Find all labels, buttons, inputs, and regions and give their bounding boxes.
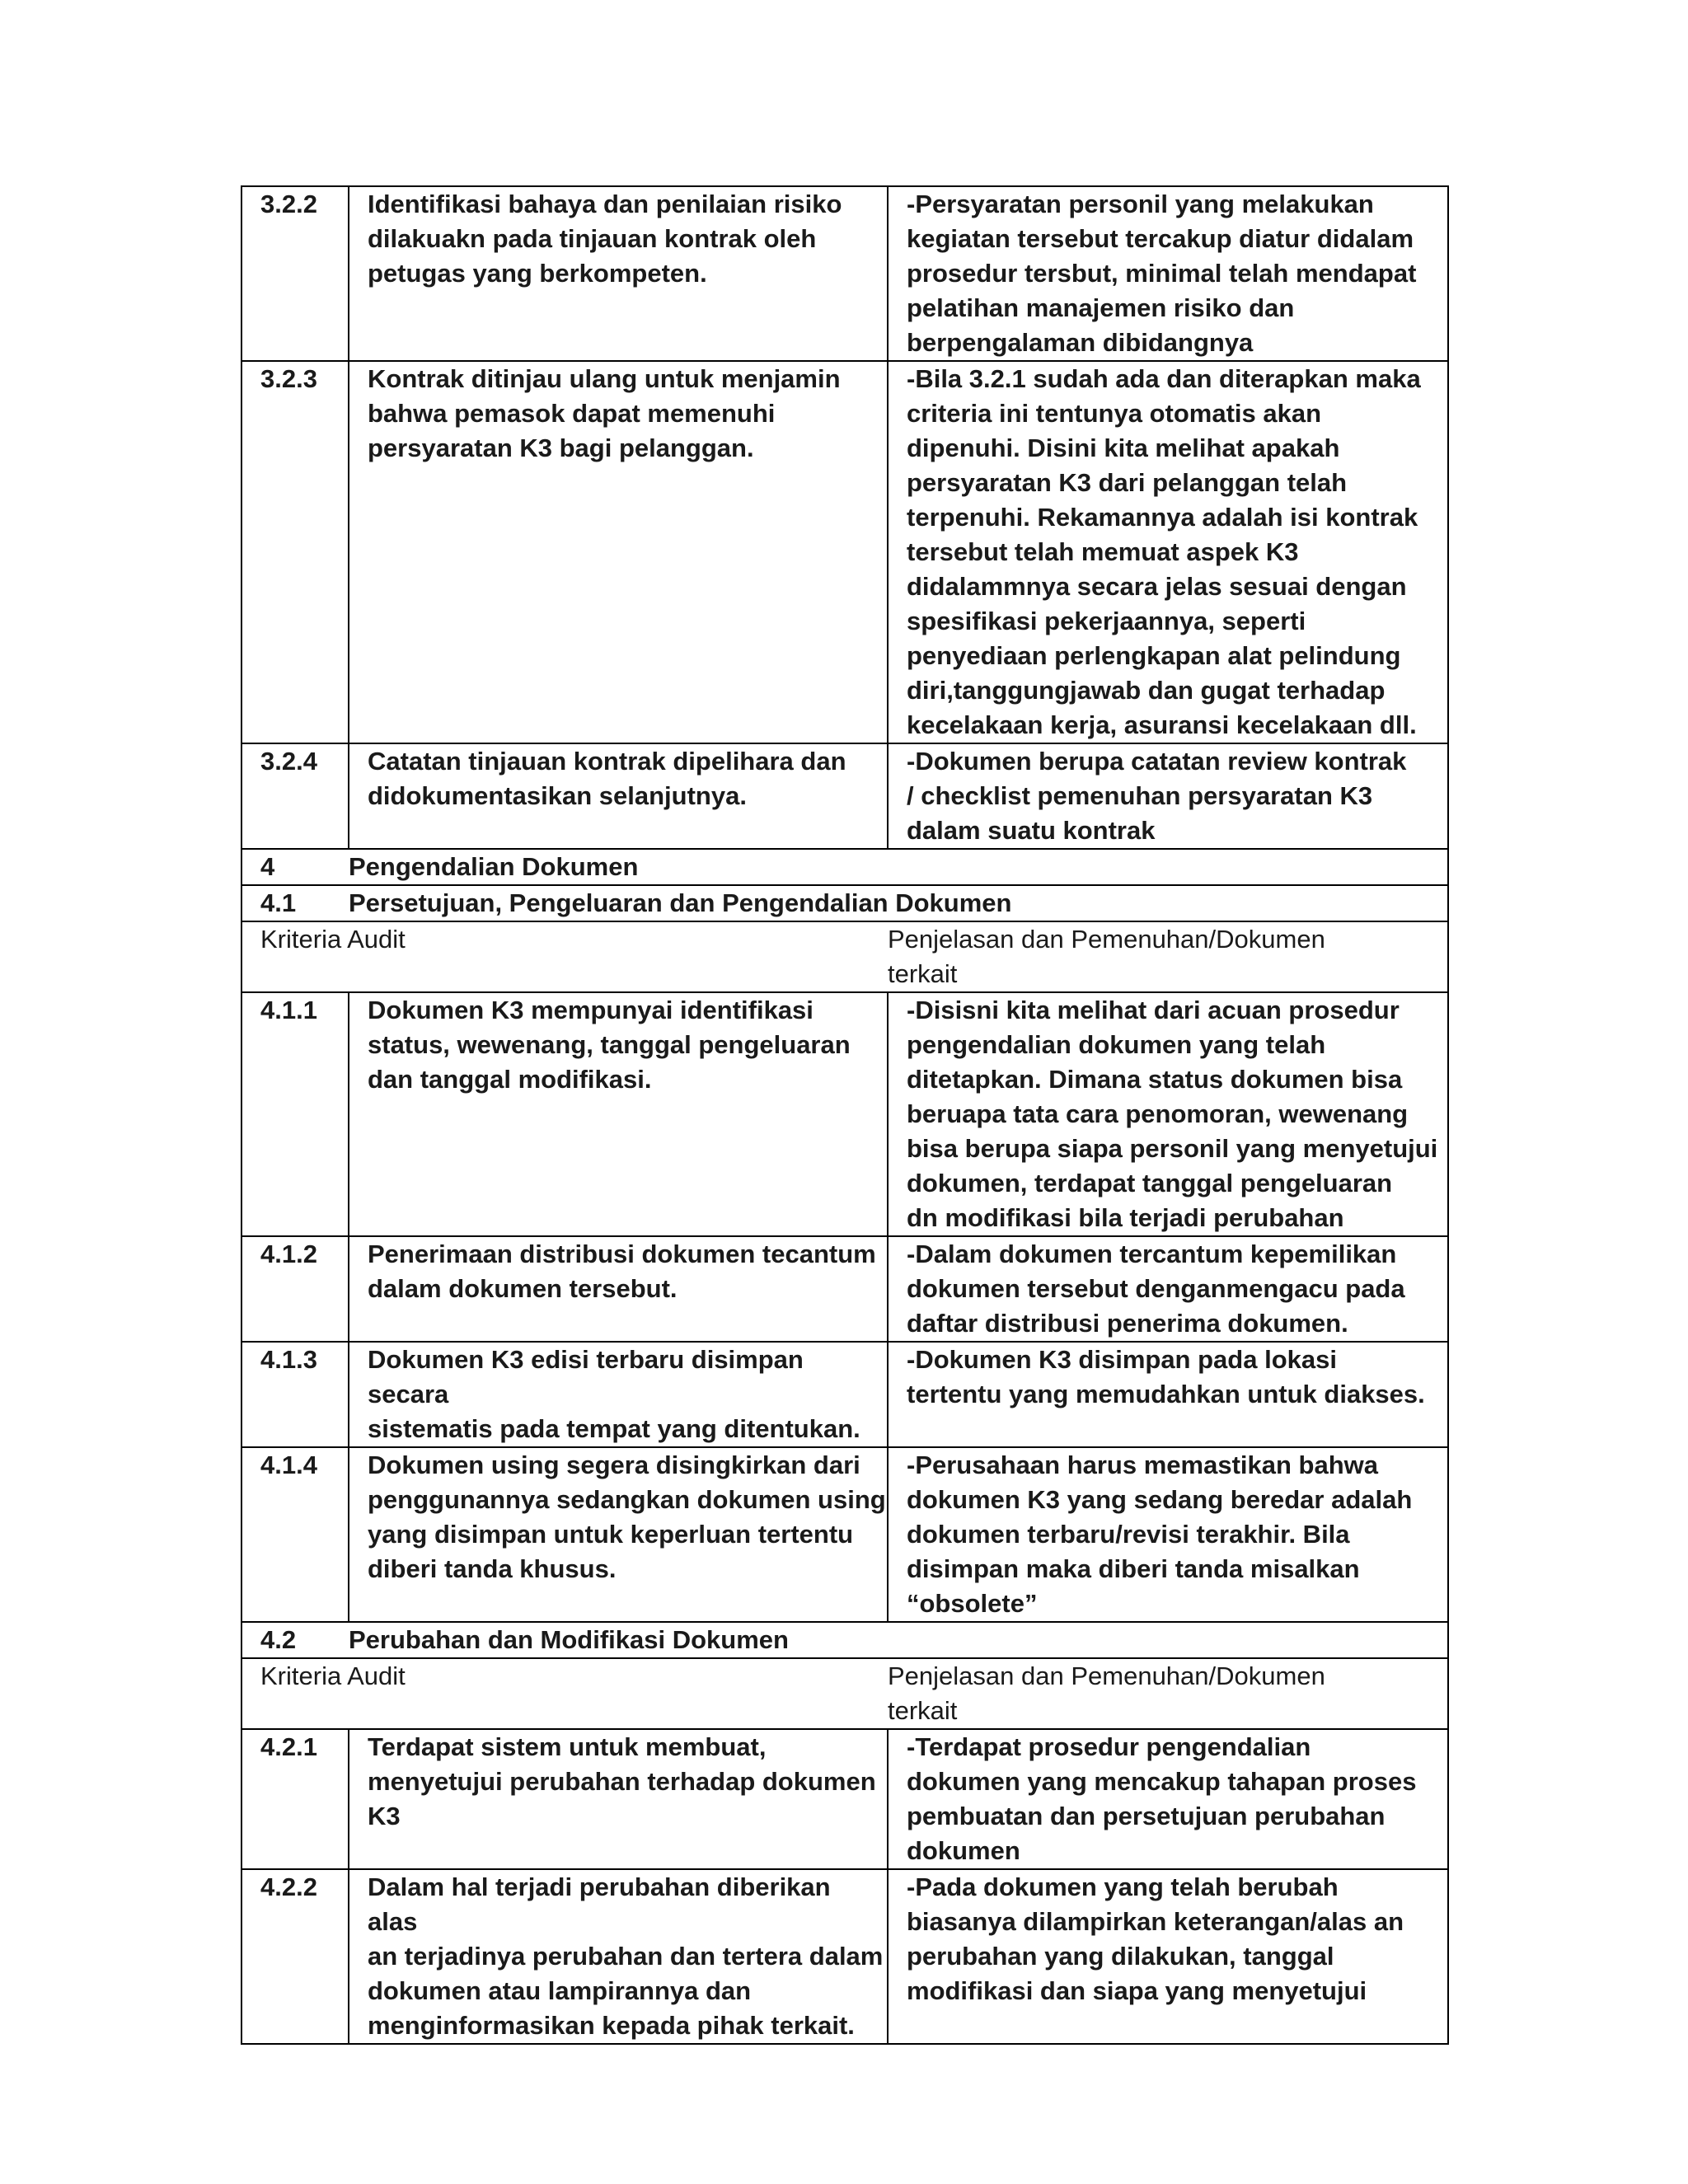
criterion-text: Dalam hal terjadi perubahan diberikan alas an terjadinya perubahan dan tertera dalam dokumen atau lampirannya dan menginformasikan kepada pihak terkait. [349,1869,888,2044]
header-penjelasan: Penjelasan dan Pemenuhan/Dokumen terkait [888,921,1448,992]
criterion-number: 4.1.1 [241,992,349,1236]
table-row [241,1729,1448,1869]
section-title: Pengendalian Dokumen [349,849,1448,885]
section-number: 4.2 [241,1622,349,1658]
table-row [241,361,1448,743]
criterion-number: 4.2.2 [241,1869,349,2044]
criterion-number: 3.2.4 [241,743,349,849]
criterion-number: 3.2.2 [241,186,349,361]
table-row [241,992,1448,1236]
section-number: 4.1 [241,885,349,921]
column-header-row [241,1658,1448,1729]
table-row [241,1236,1448,1342]
explanation-text: -Persyaratan personil yang melakukan kegiatan tersebut tercakup diatur didalam prosedur tersbut, minimal telah mendapat pelatihan manajemen risiko dan berpengalaman dibidangnya [888,186,1448,361]
column-header-row [241,921,1448,992]
explanation-text: -Pada dokumen yang telah berubah biasanya dilampirkan keterangan/alas an perubahan yang dilakukan, tanggal modifikasi dan siapa yang menyetujui [888,1869,1448,2044]
explanation-text: -Disisni kita melihat dari acuan prosedur pengendalian dokumen yang telah ditetapkan. Dimana status dokumen bisa beruapa tata cara penomoran, wewenang bisa berupa siapa personil yang menyetujui dokumen, terdapat tanggal pengeluaran dn modifikasi bila terjadi perubahan [888,992,1448,1236]
criterion-number: 4.1.2 [241,1236,349,1342]
audit-criteria-table [241,185,1449,2045]
criterion-text: Dokumen K3 mempunyai identifikasi status, wewenang, tanggal pengeluaran dan tanggal modifikasi. [349,992,888,1236]
criterion-number: 3.2.3 [241,361,349,743]
explanation-text: -Perusahaan harus memastikan bahwa dokumen K3 yang sedang beredar adalah dokumen terbaru/revisi terakhir. Bila disimpan maka diberi tanda misalkan “obsolete” [888,1447,1448,1622]
header-penjelasan: Penjelasan dan Pemenuhan/Dokumen terkait [888,1658,1448,1729]
criterion-text: Penerimaan distribusi dokumen tecantum dalam dokumen tersebut. [349,1236,888,1342]
header-kriteria-audit: Kriteria Audit [241,1658,888,1729]
criterion-text: Dokumen K3 edisi terbaru disimpan secara sistematis pada tempat yang ditentukan. [349,1342,888,1447]
table-row [241,743,1448,849]
explanation-text: -Bila 3.2.1 sudah ada dan diterapkan maka criteria ini tentunya otomatis akan dipenuhi. Disini kita melihat apakah persyaratan K3 dari pelanggan telah terpenuhi. Rekamannya adalah isi kontrak tersebut telah memuat aspek K3 didalammnya secara jelas sesuai dengan spesifikasi pekerjaannya, seperti penyediaan perlengkapan alat pelindung diri,tanggungjawab dan gugat terhadap kecelakaan kerja, asuransi kecelakaan dll. [888,361,1448,743]
criterion-text: Identifikasi bahaya dan penilaian risiko dilakuakn pada tinjauan kontrak oleh petugas yang berkompeten. [349,186,888,361]
table-row [241,1342,1448,1447]
table-row [241,186,1448,361]
explanation-text: -Dokumen K3 disimpan pada lokasi tertentu yang memudahkan untuk diakses. [888,1342,1448,1447]
table-row [241,1869,1448,2044]
criterion-text: Terdapat sistem untuk membuat, menyetujui perubahan terhadap dokumen K3 [349,1729,888,1869]
criterion-text: Kontrak ditinjau ulang untuk menjamin bahwa pemasok dapat memenuhi persyaratan K3 bagi pelanggan. [349,361,888,743]
header-kriteria-audit: Kriteria Audit [241,921,888,992]
section-number: 4 [241,849,349,885]
explanation-text: -Dalam dokumen tercantum kepemilikan dokumen tersebut denganmengacu pada daftar distribusi penerima dokumen. [888,1236,1448,1342]
criterion-text: Catatan tinjauan kontrak dipelihara dan didokumentasikan selanjutnya. [349,743,888,849]
criterion-text: Dokumen using segera disingkirkan dari penggunannya sedangkan dokumen using yang disimpan untuk keperluan tertentu diberi tanda khusus. [349,1447,888,1622]
criterion-number: 4.1.3 [241,1342,349,1447]
explanation-text: -Terdapat prosedur pengendalian dokumen yang mencakup tahapan proses pembuatan dan persetujuan perubahan dokumen [888,1729,1448,1869]
subsection-row [241,1622,1448,1658]
section-row [241,849,1448,885]
subsection-row [241,885,1448,921]
criterion-number: 4.1.4 [241,1447,349,1622]
explanation-text: -Dokumen berupa catatan review kontrak / checklist pemenuhan persyaratan K3 dalam suatu kontrak [888,743,1448,849]
section-title: Perubahan dan Modifikasi Dokumen [349,1622,1448,1658]
section-title: Persetujuan, Pengeluaran dan Pengendalian Dokumen [349,885,1448,921]
table-row [241,1447,1448,1622]
criterion-number: 4.2.1 [241,1729,349,1869]
